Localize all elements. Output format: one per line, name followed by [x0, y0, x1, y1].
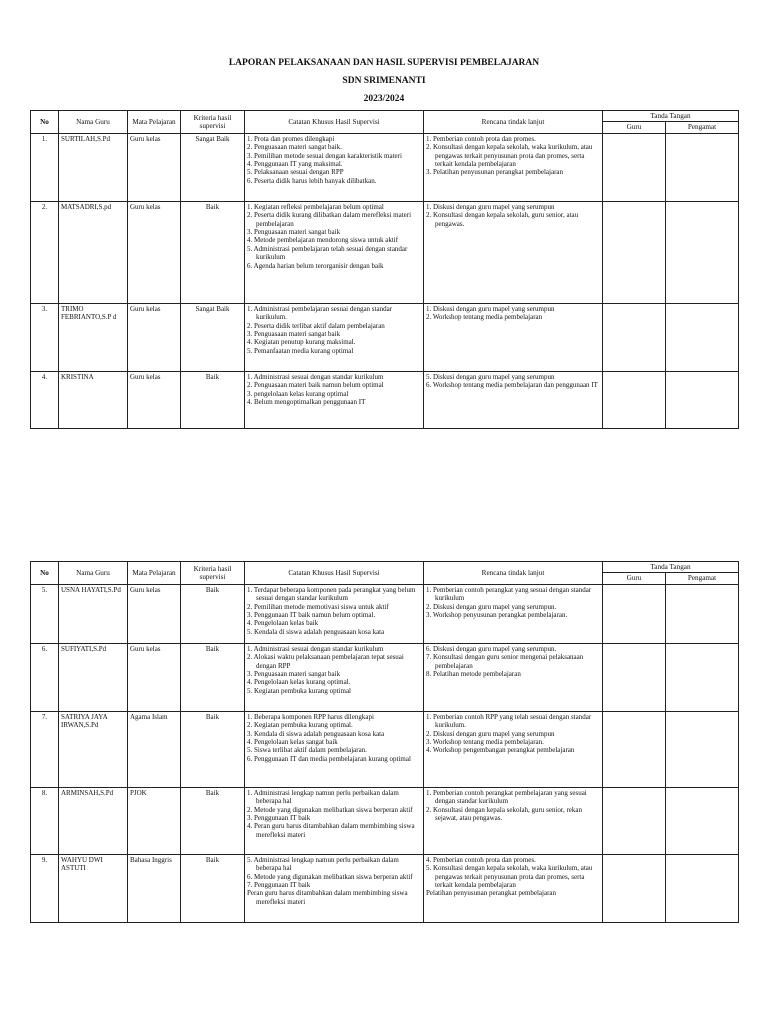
- table-row: [31, 711, 739, 787]
- table-row: [31, 643, 739, 711]
- supervision-notes: [245, 371, 424, 428]
- subject: Agama Islam: [128, 711, 181, 787]
- note-item: 3. Penguasaan materi sangat baik: [247, 670, 341, 679]
- plan-item: 3. Workshop penyusunan perangkat pembelajaran.: [426, 611, 568, 620]
- plan-item: 2. Workshop tentang media pembelajaran: [426, 313, 543, 322]
- signature-teacher: [603, 787, 666, 854]
- note-item: 6. Metode yang digunakan melibatkan siswa berperan aktif: [247, 872, 413, 881]
- subject: Guru kelas: [128, 133, 181, 201]
- col-header-criteria: Kriteria hasil supervisi: [181, 562, 245, 585]
- note-item: 4. Metode pembelajaran mendorong siswa untuk aktif: [247, 236, 399, 245]
- row-no: 7.: [31, 711, 59, 787]
- teacher-name: SUFIYATI,S.Pd: [59, 643, 128, 711]
- note-item: 1. Administrasi sesuai dengan standar kurikulum: [247, 372, 384, 381]
- row-no: 9.: [31, 854, 59, 922]
- plan-item: 3. Pelatihan penyusunan perangkat pembelajaran: [426, 168, 564, 177]
- signature-teacher: [603, 584, 666, 643]
- table-row: [31, 133, 739, 201]
- note-item: 3. Penguasaan materi sangat baik: [247, 228, 341, 237]
- supervision-notes: [245, 133, 424, 201]
- note-item: 2. Metode yang digunakan melibatkan siswa berperan aktif: [247, 805, 413, 814]
- supervision-table-1: [30, 110, 739, 429]
- follow-up-plan: [424, 584, 603, 643]
- col-header-no: No: [31, 111, 59, 134]
- col-header-plan: Rencana tindak lanjut: [424, 111, 603, 134]
- signature-teacher: [603, 303, 666, 371]
- note-item: 6. Agenda harian belum terorganisir dengan baik: [247, 261, 384, 270]
- table-row: [31, 584, 739, 643]
- plan-item: 1. Diskusi dengan guru mapel yang serumpun: [426, 304, 555, 313]
- plan-item: 4. Workshop pengembangan perangkat pembelajaran: [426, 746, 575, 755]
- row-no: 6.: [31, 643, 59, 711]
- school-year: 2023/2024: [363, 94, 405, 104]
- teacher-name: TRIMO FEBRIANTO,S.P d: [59, 303, 128, 371]
- follow-up-plan: [424, 201, 603, 303]
- supervision-notes: [245, 854, 424, 922]
- row-no: 3.: [31, 303, 59, 371]
- col-header-sig-observer: Pengamat: [666, 122, 739, 133]
- note-item: 5. Administrasi pembelajaran telah sesuai dengan standar kurikulum: [247, 244, 408, 262]
- follow-up-plan: [424, 643, 603, 711]
- col-header-subject: Mata Pelajaran: [128, 111, 181, 134]
- signature-observer: [666, 371, 739, 428]
- col-header-no: No: [31, 562, 59, 585]
- plan-item: 1. Pemberian contoh RPP yang telah sesuai dengan standar kurikulum.: [426, 712, 592, 730]
- supervision-notes: [245, 584, 424, 643]
- criteria: Baik: [181, 643, 245, 711]
- criteria: Baik: [181, 711, 245, 787]
- supervision-notes: [245, 201, 424, 303]
- teacher-name: SURTILAH,S.Pd: [59, 133, 128, 201]
- plan-item: 2. Diskusi dengan guru mapel yang serumpun: [426, 729, 555, 738]
- col-header-signature: Tanda Tangan: [603, 562, 739, 573]
- note-item: 7. Penggunaan IT baik: [247, 881, 311, 890]
- col-header-plan: Rencana tindak lanjut: [424, 562, 603, 585]
- table-row: [31, 371, 739, 428]
- row-no: 8.: [31, 787, 59, 854]
- plan-item: 2. Konsultasi dengan kepala sekolah, guru senior, rekan sejawat, atau pengawas.: [426, 805, 583, 823]
- note-item: 4. Kegiatan penutup kurang maksimal.: [247, 338, 356, 347]
- plan-item: 1. Diskusi dengan guru mapel yang serumpun: [426, 202, 555, 211]
- note-item: 1. Prota dan promes dilengkapi: [247, 134, 335, 143]
- signature-observer: [666, 787, 739, 854]
- plan-item: 6. Workshop tentang media pembelajaran dan penggunaan IT: [426, 381, 598, 390]
- note-item: 2. Peserta didik kurang dilibatkan dalam merefleksi materi pembelajaran: [247, 211, 412, 228]
- criteria: Baik: [181, 201, 245, 303]
- signature-teacher: [603, 133, 666, 201]
- plan-item: 3. Workshop tentang media pembelajaran.: [426, 738, 544, 747]
- teacher-name: ARMINSAH,S.Pd: [59, 787, 128, 854]
- signature-teacher: [603, 711, 666, 787]
- subject: PJOK: [128, 787, 181, 854]
- signature-observer: [666, 303, 739, 371]
- note-item: 3. pengelolaan kelas kurang optimal: [247, 389, 349, 398]
- note-item: 2. Penguasaan materi baik namun belum optimal: [247, 381, 384, 390]
- plan-item: 8. Pelatihan metode pembelajaran: [426, 670, 521, 679]
- row-no: 5.: [31, 584, 59, 643]
- supervision-table-2: [30, 561, 739, 923]
- subject: Guru kelas: [128, 201, 181, 303]
- row-no: 4.: [31, 371, 59, 428]
- criteria: Sangat Baik: [181, 303, 245, 371]
- signature-observer: [666, 854, 739, 922]
- teacher-name: SATRIYA JAYA IRWAN,S.Pd: [59, 711, 128, 787]
- plan-item: 5. Konsultasi dengan kepala sekolah, waka kurikulum, atau pengawas terkait penyusunan prota dan promes, serta terkait kendala pembelajaran: [426, 864, 593, 890]
- signature-observer: [666, 711, 739, 787]
- signature-teacher: [603, 201, 666, 303]
- note-item: 4. Pengelolaan kelas kurang optimal.: [247, 678, 351, 687]
- row-no: 1.: [31, 133, 59, 201]
- col-header-sig-teacher: Guru: [603, 122, 666, 133]
- row-no: 2.: [31, 201, 59, 303]
- note-item: 3. Pemilihan metode sesuai dengan karakteristik materi: [247, 151, 402, 160]
- subject: Guru kelas: [128, 371, 181, 428]
- teacher-name: WAHYU DWI ASTUTI: [59, 854, 128, 922]
- note-item: 1. Beberapa komponen RPP harus dilengkapi: [247, 712, 374, 721]
- note-item: 1. Administrasi sesuai dengan standar kurikulum: [247, 644, 384, 653]
- criteria: Baik: [181, 854, 245, 922]
- criteria: Sangat Baik: [181, 133, 245, 201]
- note-item: 5. Pemanfaatan media kurang optimal: [247, 346, 354, 355]
- col-header-criteria: Kriteria hasil supervisi: [181, 111, 245, 134]
- table-row: [31, 303, 739, 371]
- plan-item: 1. Pemberian contoh perangkat pembelajaran yang sesuai dengan standar kurikulum: [426, 788, 587, 806]
- signature-teacher: [603, 371, 666, 428]
- supervision-notes: [245, 787, 424, 854]
- note-item: 2. Pemilihan metode memotivasi siswa untuk aktif: [247, 602, 389, 611]
- plan-item: 4. Pemberian contoh prota dan promes.: [426, 855, 536, 864]
- follow-up-plan: [424, 787, 603, 854]
- col-header-signature: Tanda Tangan: [603, 111, 739, 122]
- note-item: 6. Penggunaan IT dan media pembelajaran kurang optimal: [247, 754, 411, 763]
- school-name: SDN SRIMENANTI: [342, 76, 426, 86]
- col-header-name: Nama Guru: [59, 562, 128, 585]
- note-item: 4. Pengelolaan kelas baik: [247, 619, 319, 628]
- col-header-name: Nama Guru: [59, 111, 128, 134]
- table-row: [31, 787, 739, 854]
- follow-up-plan: [424, 371, 603, 428]
- report-title: LAPORAN PELAKSANAAN DAN HASIL SUPERVISI PEMBELAJARAN: [228, 58, 540, 68]
- plan-item: 1. Pemberian contoh prota dan promes.: [426, 134, 536, 143]
- note-item: 5. Siswa terlibat aktif dalam pembelajaran.: [247, 746, 367, 755]
- supervision-notes: [245, 643, 424, 711]
- note-item: 6. Peserta didik harus lebih banyak dilibatkan.: [247, 176, 377, 185]
- note-item: 5. Pelaksanaan sesuai dengan RPP: [247, 168, 344, 177]
- note-item: 4. Belum mengoptimalkan penggunaan IT: [247, 398, 366, 407]
- col-header-subject: Mata Pelajaran: [128, 562, 181, 585]
- note-item: 3. Penggunaan IT baik: [247, 814, 311, 823]
- signature-observer: [666, 643, 739, 711]
- plan-item: 2. Diskusi dengan guru mapel yang serumpun.: [426, 602, 557, 611]
- signature-teacher: [603, 643, 666, 711]
- signature-observer: [666, 201, 739, 303]
- criteria: Baik: [181, 787, 245, 854]
- plan-item: 7. Konsultasi dengan guru senior mengenai pelaksanaan pembelajaran: [426, 653, 584, 670]
- signature-teacher: [603, 854, 666, 922]
- plan-item: Pelatihan penyusunan perangkat pembelajaran: [426, 889, 557, 898]
- col-header-sig-teacher: Guru: [603, 573, 666, 584]
- follow-up-plan: [424, 711, 603, 787]
- plan-item: 6. Diskusi dengan guru mapel yang serumpun.: [426, 644, 557, 653]
- subject: Guru kelas: [128, 643, 181, 711]
- note-item: 2. Penguasaan materi sangat baik.: [247, 143, 342, 152]
- note-item: 5. Kegiatan pembuka kurang optimal: [247, 686, 351, 695]
- criteria: Baik: [181, 584, 245, 643]
- teacher-name: KRISTINA: [59, 371, 128, 428]
- col-header-notes: Catatan Khusus Hasil Supervisi: [245, 111, 424, 134]
- table-row: [31, 854, 739, 922]
- teacher-name: MATSADRI,S.pd: [59, 201, 128, 303]
- follow-up-plan: [424, 854, 603, 922]
- note-item: 4. Peran guru harus ditambahkan dalam membimbing siswa merefleksi materi: [247, 822, 415, 839]
- subject: Bahasa Inggris: [128, 854, 181, 922]
- note-item: 1. Administrasi lengkap namun perlu perbaikan dalam beberapa hal: [247, 788, 399, 806]
- col-header-sig-observer: Pengamat: [666, 573, 739, 584]
- note-item: 1. Administrasi pembelajaran sesuai dengan standar kurikulum.: [247, 304, 393, 322]
- plan-item: 1. Pemberian contoh perangkat yang sesuai dengan standar kurikulum: [426, 585, 592, 603]
- note-item: 3. Penguasaan materi sangat baik: [247, 330, 341, 339]
- signature-observer: [666, 133, 739, 201]
- table-row: [31, 201, 739, 303]
- note-item: 5. Administrasi lengkap namun perlu perbaikan dalam beberapa hal: [247, 855, 399, 873]
- follow-up-plan: [424, 303, 603, 371]
- note-item: 2. Peserta didik terlibat aktif dalam pembelajaran: [247, 321, 385, 330]
- plan-item: 5. Diskusi dengan guru mapel yang serumpun: [426, 372, 555, 381]
- follow-up-plan: [424, 133, 603, 201]
- plan-item: 2. Konsultasi dengan kepala sekolah, waka kurikulum, atau pengawas terkait penyusunan prota dan promes, serta terkait kendala pembelajaran: [426, 143, 593, 169]
- note-item: 4. Pengelolaan kelas sangat baik: [247, 738, 338, 747]
- note-item: 4. Penggunaan IT yang maksimal.: [247, 160, 343, 169]
- note-item: 1. Kegiatan refleksi pembelajaran belum optimal: [247, 202, 384, 211]
- note-item: Peran guru harus ditambahkan dalam membimbing siswa merefleksi materi: [247, 889, 408, 906]
- signature-observer: [666, 584, 739, 643]
- supervision-notes: [245, 711, 424, 787]
- col-header-notes: Catatan Khusus Hasil Supervisi: [245, 562, 424, 585]
- subject: Guru kelas: [128, 584, 181, 643]
- criteria: Baik: [181, 371, 245, 428]
- subject: Guru kelas: [128, 303, 181, 371]
- note-item: 2. Alokasi waktu pelaksanaan pembelajaran tepat sesuai dengan RPP: [247, 653, 404, 670]
- note-item: 3. Penggunaan IT baik namun belum optimal.: [247, 611, 376, 620]
- plan-item: 2. Konsultasi dengan kepala sekolah, guru senior, atau pengawas.: [426, 211, 579, 228]
- note-item: 5. Kendala di siswa adalah penguasaan kosa kata: [247, 627, 385, 636]
- note-item: 1. Terdapat beberapa komponen pada perangkat yang belum sesuai dengan standar kurikulum: [247, 585, 416, 603]
- note-item: 2. Kegiatan pembuka kurang optimal.: [247, 721, 353, 730]
- note-item: 3. Kendala di siswa adalah penguasaan kosa kata: [247, 729, 385, 738]
- supervision-notes: [245, 303, 424, 371]
- teacher-name: USNA HAYATI,S.Pd: [59, 584, 128, 643]
